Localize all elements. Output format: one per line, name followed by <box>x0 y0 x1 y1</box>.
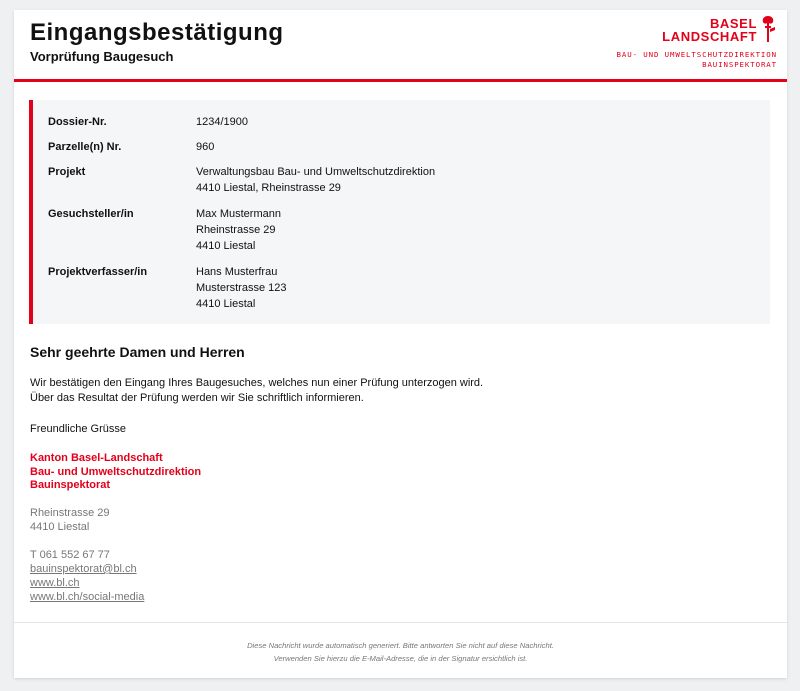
detail-value-line: 4410 Liestal <box>196 240 256 252</box>
detail-label: Projekt <box>48 166 86 178</box>
detail-value <box>196 114 616 130</box>
logo-name <box>662 17 757 43</box>
detail-value-line: Hans Musterfrau <box>196 266 278 278</box>
signature-address <box>30 506 110 534</box>
signature-contact <box>30 548 144 604</box>
email-footer <box>14 622 787 678</box>
detail-value <box>196 139 616 155</box>
detail-value-line: 4410 Liestal <box>196 298 256 310</box>
footer-line: Verwenden Sie hierzu die E-Mail-Adresse, die in der Signatur ersichtlich ist. <box>273 654 528 663</box>
signature-organisation <box>30 452 201 493</box>
dossier-details <box>29 100 770 324</box>
address-city: 4410 Liestal <box>30 521 90 533</box>
detail-value <box>196 164 616 196</box>
basel-landschaft-logo <box>617 15 777 70</box>
detail-value-line: Musterstrasse 123 <box>196 282 287 294</box>
closing: Freundliche Grüsse <box>30 423 126 435</box>
website-link[interactable]: www.bl.ch <box>30 577 80 589</box>
detail-label: Parzelle(n) Nr. <box>48 141 122 153</box>
detail-value-line: 960 <box>196 141 215 153</box>
logo-sub-line-1: BAU- UND UMWELTSCHUTZDIREKTION <box>616 50 777 59</box>
message-line: Wir bestätigen den Eingang Ihres Baugesuches, welches nun einer Prüfung unterzogen wird. <box>30 377 484 389</box>
logo-line-2: LANDSCHAFT <box>662 29 757 44</box>
detail-value-line: Max Mustermann <box>196 208 281 220</box>
detail-label: Projektverfasser/in <box>48 266 148 278</box>
detail-value <box>196 206 616 254</box>
detail-label: Gesuchsteller/in <box>48 208 134 220</box>
logo-line-1: BASEL <box>709 16 757 31</box>
message-line: Über das Resultat der Prüfung werden wir Sie schriftlich informieren. <box>30 392 364 404</box>
logo-sub-line-2: BAUINSPEKTORAT <box>702 60 777 69</box>
address-street: Rheinstrasse 29 <box>30 507 110 519</box>
email-link[interactable]: bauinspektorat@bl.ch <box>30 563 137 575</box>
contact-phone: T 061 552 67 77 <box>30 549 110 561</box>
salutation: Sehr geehrte Damen und Herren <box>30 344 245 360</box>
detail-value-line: 4410 Liestal, Rheinstrasse 29 <box>196 182 341 194</box>
footer-line: Diese Nachricht wurde automatisch generiert. Bitte antworten Sie nicht auf diese Nachricht. <box>247 641 554 650</box>
page-subtitle: Vorprüfung Baugesuch <box>30 49 174 64</box>
message-body <box>30 376 483 406</box>
logo-subtitle <box>617 50 778 70</box>
signature-org-line: Bauinspektorat <box>30 479 111 491</box>
detail-value-line: 1234/1900 <box>196 116 248 128</box>
footer-note <box>14 639 787 665</box>
page-title: Eingangsbestätigung <box>30 19 284 46</box>
detail-value <box>196 264 616 312</box>
signature-org-line: Kanton Basel-Landschaft <box>30 452 163 464</box>
signature-org-line: Bau- und Umweltschutzdirektion <box>30 465 202 478</box>
email-header <box>14 10 787 82</box>
baselstab-icon <box>759 15 777 43</box>
email-card <box>14 10 787 678</box>
detail-label: Dossier-Nr. <box>48 116 107 128</box>
detail-value-line: Rheinstrasse 29 <box>196 224 276 236</box>
social-media-link[interactable]: www.bl.ch/social-media <box>30 591 145 603</box>
detail-value-line: Verwaltungsbau Bau- und Umweltschutzdirektion <box>196 166 436 178</box>
